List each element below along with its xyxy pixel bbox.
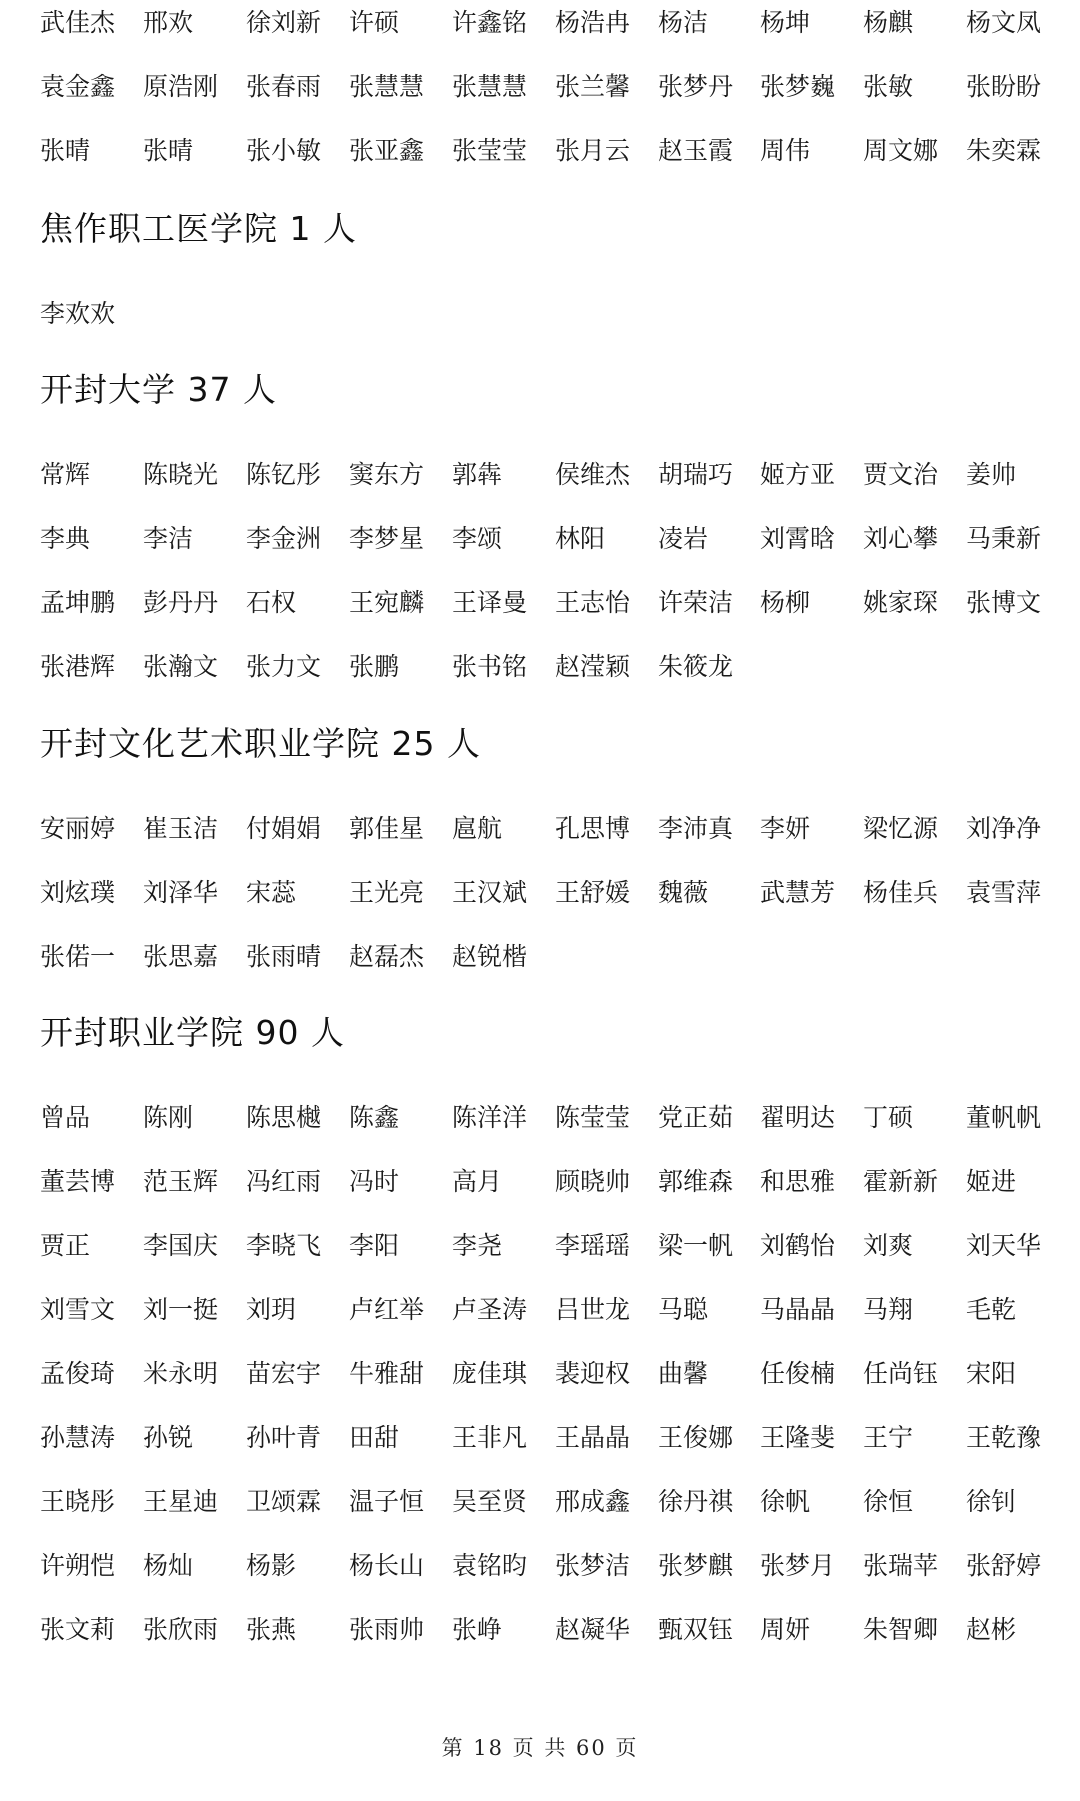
- person-name: 陈莹莹: [555, 1103, 631, 1132]
- person-name: 温子恒: [349, 1487, 425, 1516]
- person-name: 李妍: [760, 814, 811, 843]
- person-name: 张博文: [966, 588, 1042, 617]
- section-heading: 焦作职工医学院 1 人: [40, 209, 357, 248]
- person-name: 李典: [40, 524, 91, 553]
- person-name: 杨柳: [760, 588, 811, 617]
- person-name: 党正茹: [658, 1103, 734, 1132]
- person-name: 马晶晶: [760, 1295, 836, 1324]
- name-row: [40, 1418, 1080, 1458]
- person-name: 刘雪文: [40, 1295, 116, 1324]
- person-name: 李颂: [452, 524, 503, 553]
- person-name: 李瑶瑶: [555, 1231, 631, 1260]
- person-name: 牛雅甜: [349, 1359, 425, 1388]
- person-name: 李尧: [452, 1231, 503, 1260]
- person-name: 张晴: [40, 136, 91, 165]
- person-name: 张慧慧: [349, 72, 425, 101]
- person-name: 张港辉: [40, 652, 116, 681]
- name-row: [40, 1482, 1080, 1522]
- person-name: 张雨帅: [349, 1615, 425, 1644]
- person-name: 张瀚文: [143, 652, 219, 681]
- person-name: 张梦丹: [658, 72, 734, 101]
- name-row: [40, 1546, 1080, 1586]
- person-name: 王光亮: [349, 878, 425, 907]
- person-name: 窦东方: [349, 460, 425, 489]
- person-name: 张峥: [452, 1615, 503, 1644]
- person-name: 董芸博: [40, 1167, 116, 1196]
- person-name: 徐丹祺: [658, 1487, 734, 1516]
- person-name: 范玉辉: [143, 1167, 219, 1196]
- person-name: 张燕: [246, 1615, 297, 1644]
- person-name: 王俊娜: [658, 1423, 734, 1452]
- person-name: 张亚鑫: [349, 136, 425, 165]
- person-name: 李金洲: [246, 524, 322, 553]
- person-name: 许荣洁: [658, 588, 734, 617]
- person-name: 姬方亚: [760, 460, 836, 489]
- page-number-footer: 第 18 页 共 60 页: [441, 1736, 639, 1760]
- person-name: 孟坤鹏: [40, 588, 116, 617]
- person-name: 梁一帆: [658, 1231, 734, 1260]
- person-name: 孟俊琦: [40, 1359, 116, 1388]
- person-name: 李晓飞: [246, 1231, 322, 1260]
- section-heading: 开封文化艺术职业学院 25 人: [40, 724, 481, 763]
- person-name: 刘鹤怡: [760, 1231, 836, 1260]
- person-name: 李沛真: [658, 814, 734, 843]
- person-name: 凌岩: [658, 524, 709, 553]
- person-name: 毛乾: [966, 1295, 1017, 1324]
- person-name: 王隆斐: [760, 1423, 836, 1452]
- person-name: 原浩刚: [143, 72, 219, 101]
- person-name: 刘爽: [863, 1231, 914, 1260]
- name-row: [40, 294, 1080, 334]
- person-name: 杨文凤: [966, 8, 1042, 37]
- person-name: 刘霄晗: [760, 524, 836, 553]
- person-name: 李洁: [143, 524, 194, 553]
- person-name: 曾品: [40, 1103, 91, 1132]
- person-name: 陈刚: [143, 1103, 194, 1132]
- person-name: 顾晓帅: [555, 1167, 631, 1196]
- person-name: 张舒婷: [966, 1551, 1042, 1580]
- person-name: 贾文治: [863, 460, 939, 489]
- person-name: 孙慧涛: [40, 1423, 116, 1452]
- person-name: 吕世龙: [555, 1295, 631, 1324]
- person-name: 张晴: [143, 136, 194, 165]
- person-name: 武慧芳: [760, 878, 836, 907]
- person-name: 陈鑫: [349, 1103, 400, 1132]
- person-name: 张兰馨: [555, 72, 631, 101]
- person-name: 翟明达: [760, 1103, 836, 1132]
- name-row: [40, 583, 1080, 623]
- person-name: 张欣雨: [143, 1615, 219, 1644]
- person-name: 王舒媛: [555, 878, 631, 907]
- name-row: [40, 1354, 1080, 1394]
- person-name: 张春雨: [246, 72, 322, 101]
- person-name: 袁铭昀: [452, 1551, 528, 1580]
- name-row: [40, 873, 1080, 913]
- person-name: 裴迎权: [555, 1359, 631, 1388]
- person-name: 林阳: [555, 524, 606, 553]
- person-name: 李梦星: [349, 524, 425, 553]
- person-name: 徐恒: [863, 1487, 914, 1516]
- person-name: 张盼盼: [966, 72, 1042, 101]
- person-name: 孙叶青: [246, 1423, 322, 1452]
- person-name: 周妍: [760, 1615, 811, 1644]
- name-row: [40, 647, 1080, 687]
- person-name: 张瑞苹: [863, 1551, 939, 1580]
- section-heading: 开封大学 37 人: [40, 370, 277, 409]
- person-name: 付娟娟: [246, 814, 322, 843]
- person-name: 扈航: [452, 814, 503, 843]
- person-name: 张敏: [863, 72, 914, 101]
- person-name: 王晶晶: [555, 1423, 631, 1452]
- person-name: 霍新新: [863, 1167, 939, 1196]
- person-name: 杨灿: [143, 1551, 194, 1580]
- person-name: 贾正: [40, 1231, 91, 1260]
- person-name: 吴至贤: [452, 1487, 528, 1516]
- name-row: [40, 3, 1080, 43]
- person-name: 张力文: [246, 652, 322, 681]
- person-name: 崔玉洁: [143, 814, 219, 843]
- person-name: 许硕: [349, 8, 400, 37]
- name-row: [40, 1290, 1080, 1330]
- person-name: 张梦洁: [555, 1551, 631, 1580]
- person-name: 杨浩冉: [555, 8, 631, 37]
- person-name: 朱奕霖: [966, 136, 1042, 165]
- person-name: 周伟: [760, 136, 811, 165]
- person-name: 袁金鑫: [40, 72, 116, 101]
- person-name: 徐刘新: [246, 8, 322, 37]
- person-name: 马秉新: [966, 524, 1042, 553]
- person-name: 张书铭: [452, 652, 528, 681]
- person-name: 卫颂霖: [246, 1487, 322, 1516]
- person-name: 冯时: [349, 1167, 400, 1196]
- person-name: 庞佳琪: [452, 1359, 528, 1388]
- name-row: [40, 809, 1080, 849]
- person-name: 张梦月: [760, 1551, 836, 1580]
- person-name: 安丽婷: [40, 814, 116, 843]
- person-name: 徐帆: [760, 1487, 811, 1516]
- person-name: 卢红举: [349, 1295, 425, 1324]
- person-name: 丁硕: [863, 1103, 914, 1132]
- person-name: 曲馨: [658, 1359, 709, 1388]
- person-name: 陈钇彤: [246, 460, 322, 489]
- person-name: 王宁: [863, 1423, 914, 1452]
- person-name: 张月云: [555, 136, 631, 165]
- person-name: 石权: [246, 588, 297, 617]
- person-name: 徐钊: [966, 1487, 1017, 1516]
- person-name: 张偌一: [40, 942, 116, 971]
- person-name: 张莹莹: [452, 136, 528, 165]
- person-name: 胡瑞巧: [658, 460, 734, 489]
- person-name: 李阳: [349, 1231, 400, 1260]
- person-name: 刘天华: [966, 1231, 1042, 1260]
- person-name: 马聪: [658, 1295, 709, 1324]
- person-name: 张思嘉: [143, 942, 219, 971]
- person-name: 许朔恺: [40, 1551, 116, 1580]
- name-row: [40, 1162, 1080, 1202]
- person-name: 马翔: [863, 1295, 914, 1324]
- person-name: 张梦麒: [658, 1551, 734, 1580]
- person-name: 郭犇: [452, 460, 503, 489]
- person-name: 许鑫铭: [452, 8, 528, 37]
- person-name: 杨长山: [349, 1551, 425, 1580]
- person-name: 刘净净: [966, 814, 1042, 843]
- person-name: 李国庆: [143, 1231, 219, 1260]
- person-name: 刘心攀: [863, 524, 939, 553]
- person-name: 王志怡: [555, 588, 631, 617]
- person-name: 赵滢颖: [555, 652, 631, 681]
- person-name: 姚家琛: [863, 588, 939, 617]
- name-row: [40, 455, 1080, 495]
- person-name: 杨坤: [760, 8, 811, 37]
- person-name: 宋蕊: [246, 878, 297, 907]
- name-row: [40, 519, 1080, 559]
- person-name: 张小敏: [246, 136, 322, 165]
- person-name: 苗宏宇: [246, 1359, 322, 1388]
- name-row: [40, 937, 1080, 977]
- person-name: 陈洋洋: [452, 1103, 528, 1132]
- person-name: 孙锐: [143, 1423, 194, 1452]
- person-name: 王乾豫: [966, 1423, 1042, 1452]
- section-heading: 开封职业学院 90 人: [40, 1013, 345, 1052]
- person-name: 刘玥: [246, 1295, 297, 1324]
- person-name: 陈晓光: [143, 460, 219, 489]
- person-name: 高月: [452, 1167, 503, 1196]
- person-name: 刘泽华: [143, 878, 219, 907]
- person-name: 魏薇: [658, 878, 709, 907]
- person-name: 刘一挺: [143, 1295, 219, 1324]
- person-name: 杨麒: [863, 8, 914, 37]
- person-name: 郭佳星: [349, 814, 425, 843]
- person-name: 邢成鑫: [555, 1487, 631, 1516]
- person-name: 朱筱龙: [658, 652, 734, 681]
- person-name: 任尚钰: [863, 1359, 939, 1388]
- person-name: 王晓彤: [40, 1487, 116, 1516]
- name-row: [40, 1226, 1080, 1266]
- person-name: 甄双钰: [658, 1615, 734, 1644]
- person-name: 和思雅: [760, 1167, 836, 1196]
- person-name: 田甜: [349, 1423, 400, 1452]
- person-name: 董帆帆: [966, 1103, 1042, 1132]
- person-name: 赵磊杰: [349, 942, 425, 971]
- person-name: 任俊楠: [760, 1359, 836, 1388]
- person-name: 刘炫璞: [40, 878, 116, 907]
- person-name: 常辉: [40, 460, 91, 489]
- person-name: 米永明: [143, 1359, 219, 1388]
- person-name: 宋阳: [966, 1359, 1017, 1388]
- name-row: [40, 131, 1080, 171]
- person-name: 武佳杰: [40, 8, 116, 37]
- person-name: 卢圣涛: [452, 1295, 528, 1324]
- person-name: 张文莉: [40, 1615, 116, 1644]
- person-name: 彭丹丹: [143, 588, 219, 617]
- name-row: [40, 1098, 1080, 1138]
- person-name: 周文娜: [863, 136, 939, 165]
- person-name: 邢欢: [143, 8, 194, 37]
- person-name: 张梦巍: [760, 72, 836, 101]
- person-name: 王汉斌: [452, 878, 528, 907]
- person-name: 赵玉霞: [658, 136, 734, 165]
- person-name: 王非凡: [452, 1423, 528, 1452]
- person-name: 袁雪萍: [966, 878, 1042, 907]
- name-row: [40, 67, 1080, 107]
- person-name: 杨洁: [658, 8, 709, 37]
- person-name: 王译曼: [452, 588, 528, 617]
- person-name: 杨影: [246, 1551, 297, 1580]
- person-name: 朱智卿: [863, 1615, 939, 1644]
- person-name: 王宛麟: [349, 588, 425, 617]
- person-name: 赵锐楷: [452, 942, 528, 971]
- person-name: 姜帅: [966, 460, 1017, 489]
- person-name: 杨佳兵: [863, 878, 939, 907]
- person-name: 姬进: [966, 1167, 1017, 1196]
- person-name: 梁忆源: [863, 814, 939, 843]
- person-name: 李欢欢: [40, 299, 116, 328]
- person-name: 张鹏: [349, 652, 400, 681]
- person-name: 赵彬: [966, 1615, 1017, 1644]
- person-name: 张雨晴: [246, 942, 322, 971]
- person-name: 侯维杰: [555, 460, 631, 489]
- name-row: [40, 1610, 1080, 1650]
- person-name: 王星迪: [143, 1487, 219, 1516]
- person-name: 张慧慧: [452, 72, 528, 101]
- person-name: 郭维森: [658, 1167, 734, 1196]
- person-name: 陈思樾: [246, 1103, 322, 1132]
- person-name: 冯红雨: [246, 1167, 322, 1196]
- person-name: 孔思博: [555, 814, 631, 843]
- person-name: 赵凝华: [555, 1615, 631, 1644]
